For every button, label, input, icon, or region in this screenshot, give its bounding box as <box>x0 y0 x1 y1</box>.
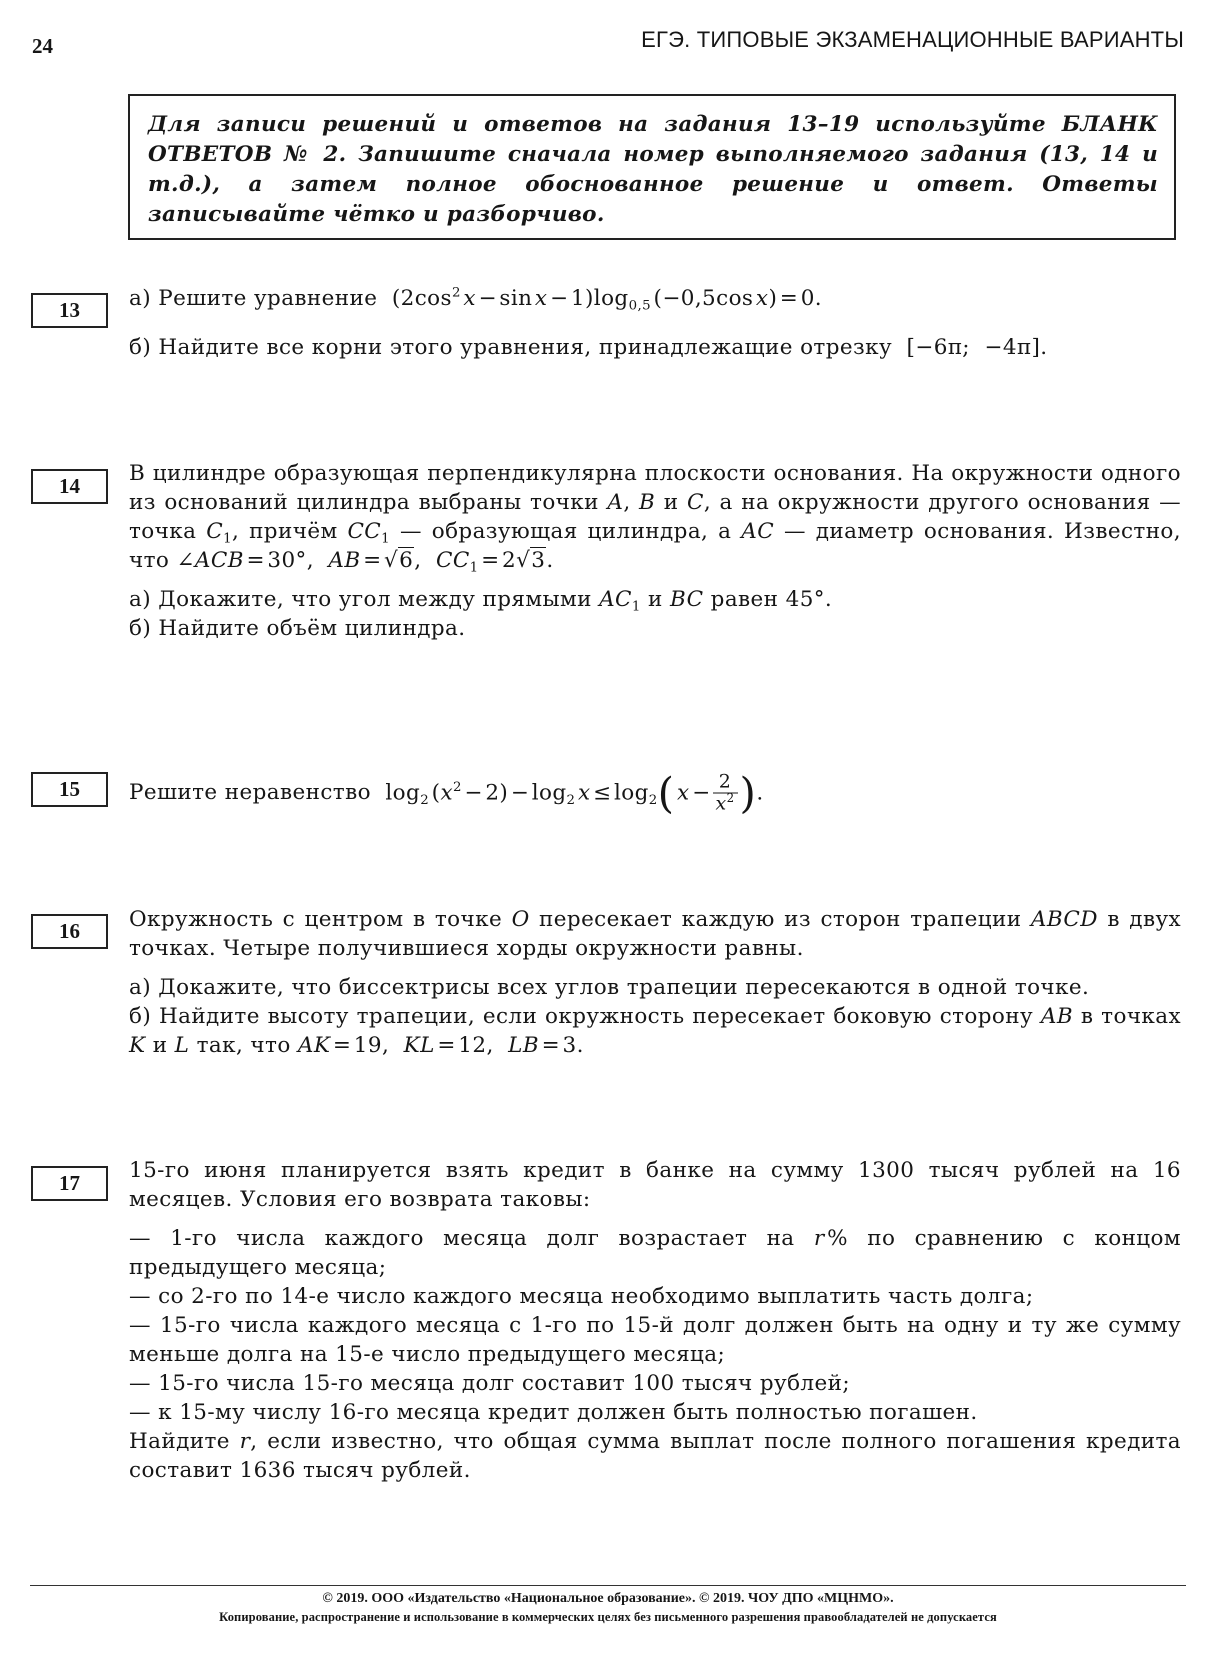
task-15-label: Решите неравенство <box>129 780 371 805</box>
task-16-s1: Окружность с центром в точке <box>129 907 503 932</box>
task-14-s4: — образующая цилиндра, а <box>399 519 732 544</box>
task-16-b4: так, что <box>196 1033 291 1058</box>
task-14 <box>129 459 1181 643</box>
task-15-inequality: $\log_2$ ($x^2$ − 2) − $\log_2$ x ≤ $\log_2$( x − $\frac{2}{x^2}$ ). <box>385 768 764 817</box>
task-14-a-end: равен 45°. <box>710 587 833 612</box>
task-17-q1: Найдите <box>129 1429 230 1454</box>
task-17 <box>129 1156 1181 1485</box>
task-13-part-a <box>129 284 1181 313</box>
task-16-part-a: а) Докажите, что биссектрисы всех углов трапеции пересекаются в одной точке. <box>129 975 1090 1000</box>
task-14-s3: причём <box>249 519 338 544</box>
task-17-q2: если известно, что общая сумма выплат после полного погашения кредита составит 1636 тысяч рублей. <box>129 1429 1181 1483</box>
task-17-condition-5: — к 15-му числу 16-го месяца кредит должен быть полностью погашен. <box>129 1400 978 1425</box>
task-number-13: 13 <box>31 293 108 328</box>
task-13-part-b <box>129 333 1181 362</box>
running-title: ЕГЭ. ТИПОВЫЕ ЭКЗАМЕНАЦИОННЫЕ ВАРИАНТЫ <box>641 27 1184 52</box>
task-14-s1: В цилиндре образующая перпендикулярна плоскости основания. На окружности одного из оснований цилиндра выбраны точки <box>129 461 1181 515</box>
footer-copyright: © 2019. ООО «Издательство «Национальное образование». © 2019. ЧОУ ДПО «МЦНМО». <box>322 1591 894 1606</box>
task-number-15: 15 <box>31 772 108 807</box>
task-13 <box>129 284 1181 362</box>
task-16 <box>129 905 1181 1060</box>
task-17-condition-2: — со 2-го по 14-е число каждого месяца необходимо выплатить часть долга; <box>129 1284 1034 1309</box>
task-14-part-a: а) Докажите, что угол между прямыми $AC_1$ и BC равен 45°. <box>129 587 833 615</box>
task-17-question: Найдите r, если известно, что общая сумма выплат после полного погашения кредита составит 1636 тысяч рублей. <box>129 1429 1181 1483</box>
task-13-b-text: б) Найдите все корни этого уравнения, принадлежащие отрезку <box>129 335 893 360</box>
task-16-s3: в двух точках. Четыре получившиеся хорды окружности равны. <box>129 907 1182 961</box>
task-number-17: 17 <box>31 1166 108 1201</box>
task-16-condition: Окружность с центром в точке O пересекает каждую из сторон трапеции ABCD в двух точках. Четыре получившиеся хорды окружности равны. <box>129 907 1182 961</box>
task-number-14: 14 <box>31 469 108 504</box>
footer-divider <box>30 1585 1186 1586</box>
task-17-condition-3: — 15-го числа каждого месяца с 1-го по 15-й долг должен быть на одну и ту же сумму меньше долга на 15-е число предыдущего месяца; <box>129 1313 1181 1367</box>
task-17-condition-1: — 1-го числа каждого месяца долг возрастает на r % по сравнению с концом предыдущего месяца; <box>129 1226 1182 1280</box>
task-16-s2: пересекает каждую из сторон трапеции <box>539 907 1022 932</box>
task-16-b3: и <box>152 1033 168 1058</box>
task-14-condition: В цилиндре образующая перпендикулярна плоскости основания. На окружности одного из оснований цилиндра выбраны точки A, B и C, а на окружности другого основания — точка $C_1$, причём $CC_1$ — образующая цилиндра, а AC — диаметр основания. Известно, что ∠ACB = 30°, AB = √6, $CC_1$ = 2√3. <box>129 461 1182 576</box>
task-15-statement <box>129 768 1181 817</box>
footer-notice: Копирование, распространение и использование в коммерческих целях без письменного разрешения правообладателей не допускается <box>219 1610 997 1624</box>
task-number-16: 16 <box>31 914 108 949</box>
task-17-c1a: — 1-го числа каждого месяца долг возрастает на <box>129 1226 795 1251</box>
task-16-b1: б) Найдите высоту трапеции, если окружность пересекает боковую сторону <box>129 1004 1034 1029</box>
task-14-a-mid: и <box>648 587 663 612</box>
task-17-c1b: по сравнению с концом предыдущего месяца; <box>129 1226 1182 1280</box>
task-13-a-label: а) Решите уравнение <box>129 286 378 311</box>
page-number: 24 <box>32 34 53 58</box>
task-14-s5: — диаметр основания. Известно, что <box>129 519 1181 573</box>
task-14-a-text: а) Докажите, что угол между прямыми <box>129 587 592 612</box>
task-14-part-b: б) Найдите объём цилиндра. <box>129 616 466 641</box>
task-17-intro: 15-го июня планируется взять кредит в банке на сумму 1300 тысяч рублей на 16 месяцев. Условия его возврата таковы: <box>129 1158 1181 1212</box>
task-16-part-b: б) Найдите высоту трапеции, если окружность пересекает боковую сторону AB в точках K и L так, что AK = 19, KL = 12, LB = 3. <box>129 1004 1182 1058</box>
task-13-segment: [−6π; −4π]. <box>906 335 1048 360</box>
instruction-box: Для записи решений и ответов на задания 13–19 используйте БЛАНК ОТВЕТОВ № 2. Запишите сначала номер выполняемого задания (13, 14 и т.д.), а затем полное обоснованное решение и ответ. Ответы записывайте чётко и разборчиво. <box>128 94 1176 240</box>
task-17-condition-4: — 15-го числа 15-го месяца долг составит 100 тысяч рублей; <box>129 1371 850 1396</box>
task-16-b2: в точках <box>1080 1004 1182 1029</box>
task-15 <box>129 768 1181 817</box>
task-14-s2: а на окружности другого основания — точка <box>129 490 1182 544</box>
task-13-equation: ($2\cos^2$ x − sin x − $1)\log_{0,5}$ (−0,5cos x) = 0. <box>391 285 823 314</box>
